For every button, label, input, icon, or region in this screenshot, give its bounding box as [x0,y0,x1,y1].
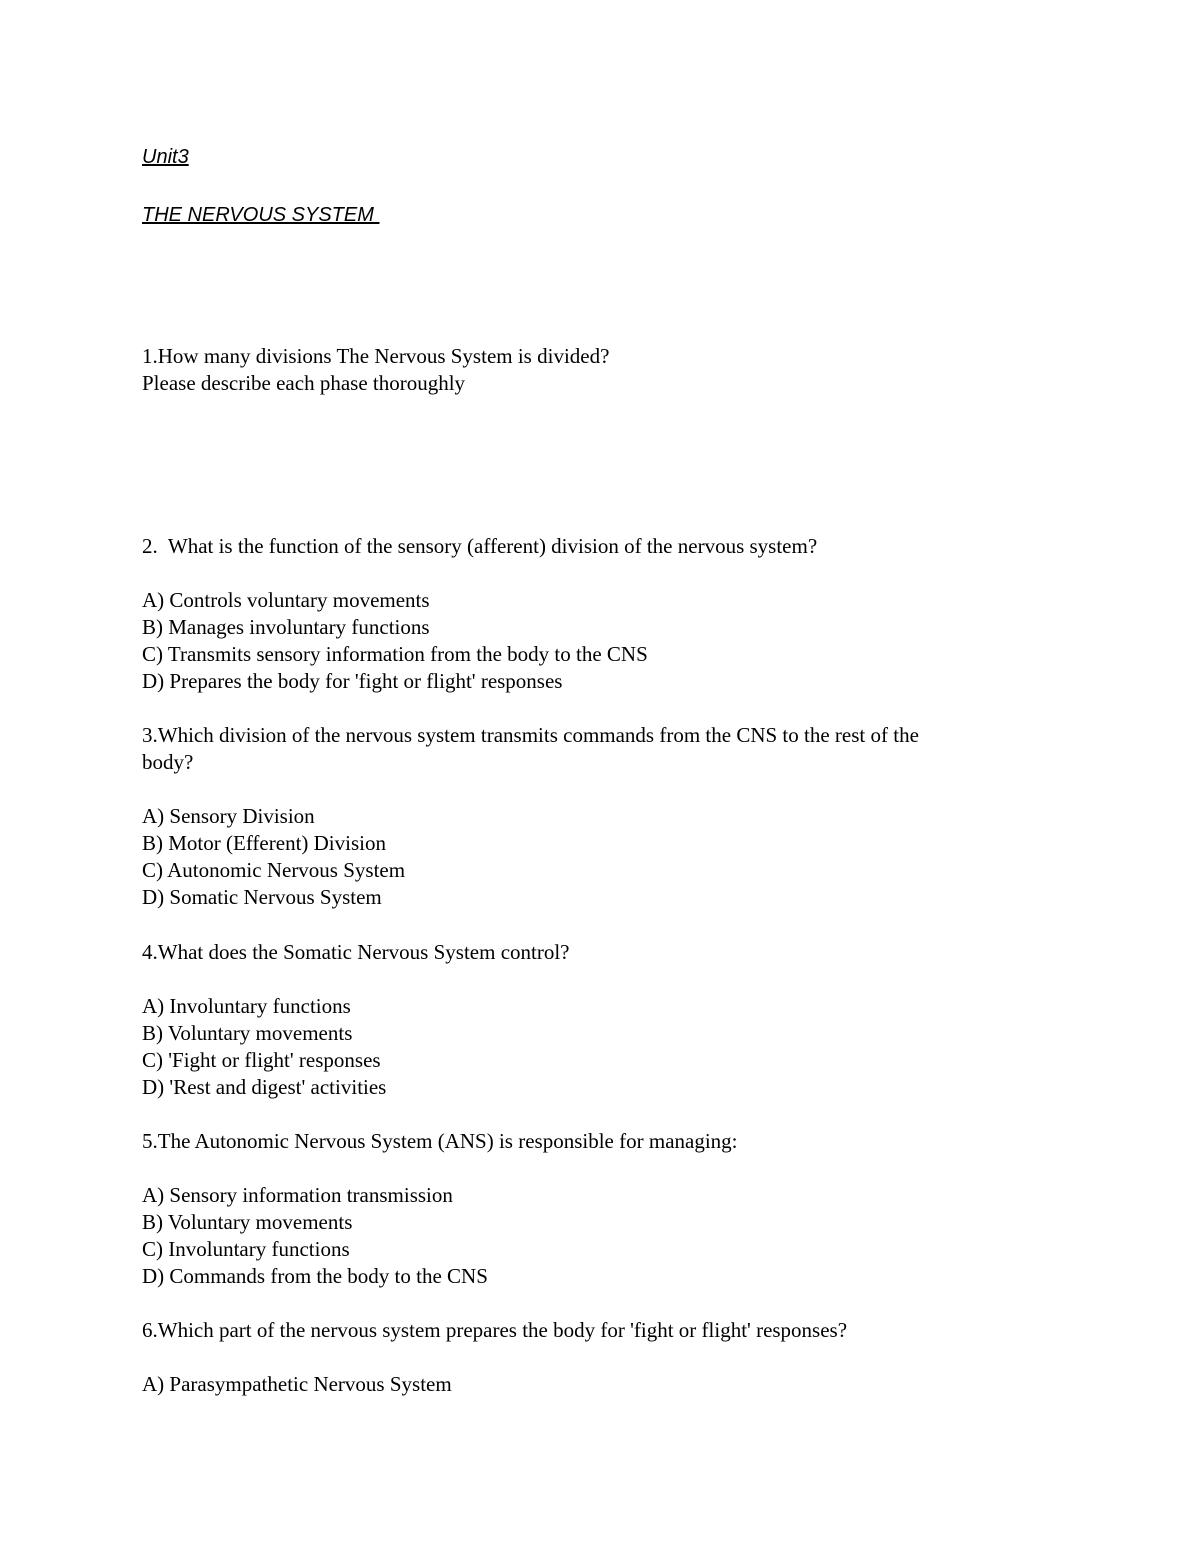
question-2-option-b: B) Manages involuntary functions [142,615,430,639]
question-2-option-d: D) Prepares the body for 'fight or flight' responses [142,669,563,693]
question-4-text: 4.What does the Somatic Nervous System control? [142,940,570,964]
question-2-text: 2. What is the function of the sensory (afferent) division of the nervous system? [142,534,818,558]
question-4-option-c: C) 'Fight or flight' responses [142,1048,381,1072]
question-2-option-c: C) Transmits sensory information from the body to the CNS [142,642,648,666]
question-5-option-c: C) Involuntary functions [142,1237,350,1261]
question-4-option-d: D) 'Rest and digest' activities [142,1075,387,1099]
document-title: THE NERVOUS SYSTEM [142,204,380,226]
question-1-text: 1.How many divisions The Nervous System is divided? [142,344,610,368]
question-6-option-a: A) Parasympathetic Nervous System [142,1372,452,1396]
question-5-text: 5.The Autonomic Nervous System (ANS) is responsible for managing: [142,1129,738,1153]
question-1-instruction: Please describe each phase thoroughly [142,371,466,395]
question-3-text-continued: body? [142,750,194,774]
question-3-option-a: A) Sensory Division [142,804,315,828]
unit-label: Unit3 [142,146,189,168]
question-3-option-c: C) Autonomic Nervous System [142,858,406,882]
question-3-option-d: D) Somatic Nervous System [142,885,382,909]
question-2-option-a: A) Controls voluntary movements [142,588,430,612]
question-5-option-d: D) Commands from the body to the CNS [142,1264,488,1288]
question-3-option-b: B) Motor (Efferent) Division [142,831,386,855]
question-5-option-a: A) Sensory information transmission [142,1183,453,1207]
question-6-text: 6.Which part of the nervous system prepares the body for 'fight or flight' responses? [142,1318,848,1342]
question-4-option-b: B) Voluntary movements [142,1021,353,1045]
question-3-text: 3.Which division of the nervous system transmits commands from the CNS to the rest of the [142,723,919,747]
question-5-option-b: B) Voluntary movements [142,1210,353,1234]
question-4-option-a: A) Involuntary functions [142,994,351,1018]
